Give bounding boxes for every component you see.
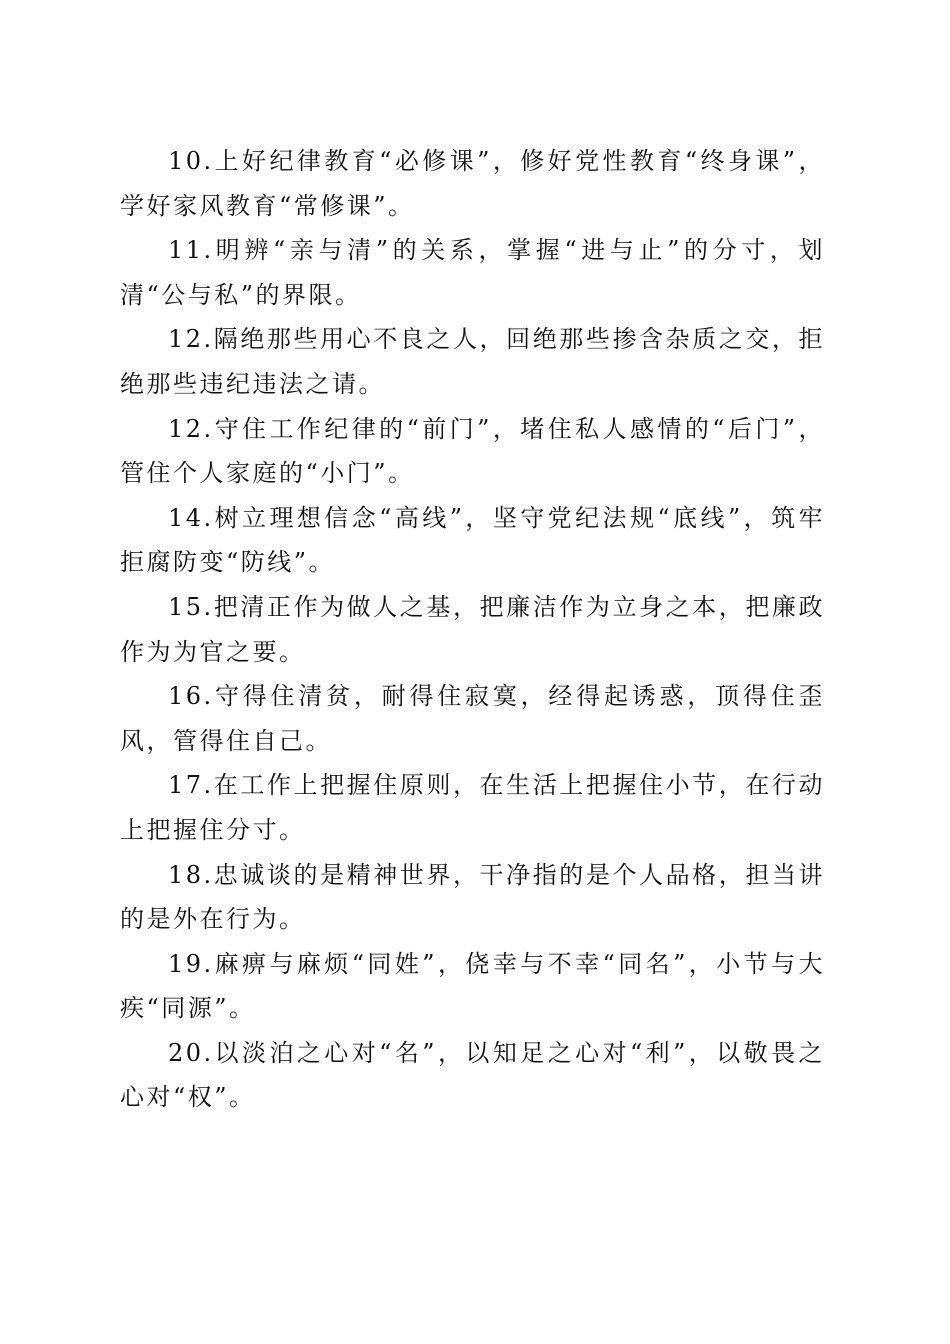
paragraph-item-12a: 12.隔绝那些用心不良之人，回绝那些掺含杂质之交，拒绝那些违纪违法之请。 bbox=[120, 325, 825, 398]
paragraph-item-19: 19.麻痹与麻烦“同姓”，侥幸与不幸“同名”，小节与大疾“同源”。 bbox=[120, 949, 825, 1023]
paragraph-item-10: 10.上好纪律教育“必修课”，修好党性教育“终身课”，学好家风教育“常修课”。 bbox=[120, 147, 825, 220]
paragraph-item-17: 17.在工作上把握住原则，在生活上把握住小节，在行动上把握住分寸。 bbox=[120, 771, 825, 844]
document-body bbox=[120, 139, 825, 1120]
paragraph-item-18: 18.忠诚谈的是精神世界，干净指的是个人品格，担当讲的是外在行为。 bbox=[120, 860, 825, 934]
paragraph-item-20: 20.以淡泊之心对“名”，以知足之心对“利”，以敬畏之心对“权”。 bbox=[120, 1038, 825, 1112]
paragraph-item-11: 11.明辨“亲与清”的关系，掌握“进与止”的分寸，划清“公与私”的界限。 bbox=[120, 236, 825, 309]
paragraph-item-15: 15.把清正作为做人之基，把廉洁作为立身之本，把廉政作为为官之要。 bbox=[120, 592, 825, 666]
paragraph-item-16: 16.守得住清贫，耐得住寂寞，经得起诱惑，顶得住歪风，管得住自己。 bbox=[120, 682, 825, 755]
paragraph-item-12b: 12.守住工作纪律的“前门”，堵住私人感情的“后门”，管住个人家庭的“小门”。 bbox=[120, 414, 825, 488]
paragraph-item-14: 14.树立理想信念“高线”，坚守党纪法规“底线”，筑牢拒腐防变“防线”。 bbox=[120, 503, 825, 577]
